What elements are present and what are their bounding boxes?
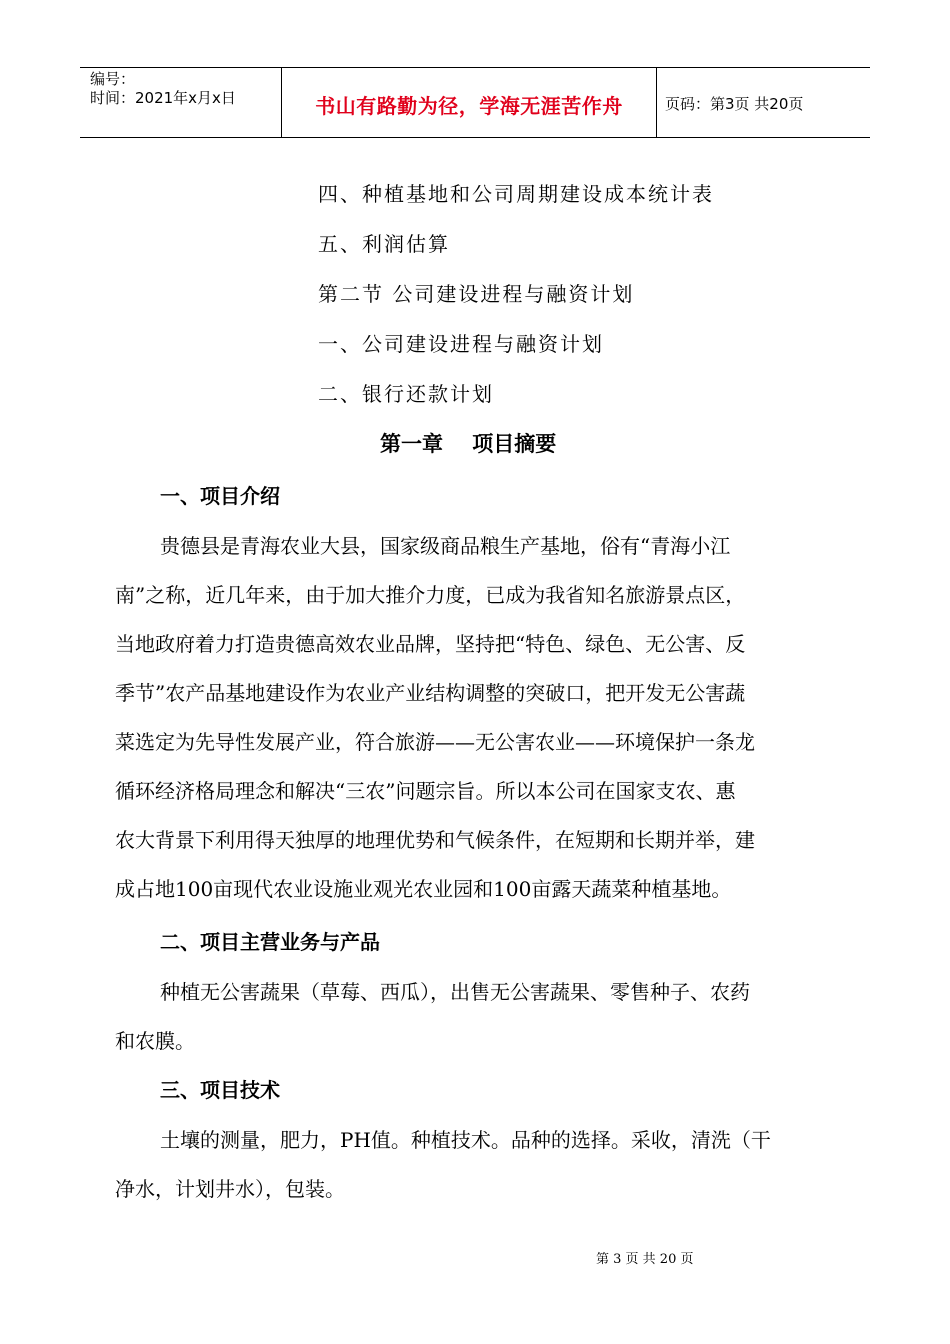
chapter-title: 第一章 项目摘要 bbox=[380, 432, 557, 456]
document-number-label: 编号： bbox=[90, 70, 136, 88]
paragraph-line: 贵德县是青海农业大县，国家级商品粮生产基地，俗有“青海小江 bbox=[160, 534, 731, 558]
paragraph-line: 南”之称，近几年来，由于加大推介力度，已成为我省知名旅游景点区， bbox=[115, 583, 746, 607]
paragraph-line: 种植无公害蔬果（草莓、西瓜），出售无公害蔬果、零售种子、农药 bbox=[160, 980, 750, 1004]
paragraph-line: 土壤的测量，肥力，PH值。种植技术。品种的选择。采收，清洗（干 bbox=[160, 1128, 771, 1152]
header-page-info: 页码：第3页 共20页 bbox=[665, 95, 804, 113]
document-header bbox=[80, 67, 870, 138]
paragraph-line: 季节”农产品基地建设作为农业产业结构调整的突破口，把开发无公害蔬 bbox=[115, 681, 746, 705]
paragraph-line: 菜选定为先导性发展产业，符合旅游——无公害农业——环境保护一条龙 bbox=[115, 730, 755, 754]
document-date: 时间：2021年x月x日 bbox=[90, 89, 236, 107]
toc-sub-1: 一、公司建设进程与融资计划 bbox=[318, 332, 604, 356]
header-motto-cell bbox=[282, 68, 657, 137]
paragraph-line: 当地政府着力打造贵德高效农业品牌，坚持把“特色、绿色、无公害、反 bbox=[115, 632, 746, 656]
header-motto: 书山有路勤为径，学海无涯苦作舟 bbox=[315, 94, 623, 118]
paragraph-line: 成占地100亩现代农业设施业观光农业园和100亩露天蔬菜种植基地。 bbox=[115, 877, 732, 901]
paragraph-line: 和农膜。 bbox=[115, 1029, 195, 1053]
paragraph-line: 循环经济格局理念和解决“三农”问题宗旨。所以本公司在国家支农、惠 bbox=[115, 779, 736, 803]
toc-sub-2: 二、银行还款计划 bbox=[318, 382, 494, 406]
paragraph-line: 农大背景下利用得天独厚的地理优势和气候条件，在短期和长期并举，建 bbox=[115, 828, 755, 852]
section-heading-business: 二、项目主营业务与产品 bbox=[160, 930, 380, 954]
section-heading-intro: 一、项目介绍 bbox=[160, 484, 280, 508]
header-meta bbox=[80, 68, 282, 137]
header-page-info-cell bbox=[657, 68, 870, 137]
paragraph-line: 净水，计划井水），包装。 bbox=[115, 1177, 345, 1201]
toc-item-5: 五、利润估算 bbox=[318, 232, 450, 256]
toc-section-2: 第二节 公司建设进程与融资计划 bbox=[318, 282, 635, 306]
page-footer: 第 3 页 共 20 页 bbox=[596, 1252, 694, 1267]
section-heading-technology: 三、项目技术 bbox=[160, 1078, 280, 1102]
toc-item-4: 四、种植基地和公司周期建设成本统计表 bbox=[318, 182, 714, 206]
